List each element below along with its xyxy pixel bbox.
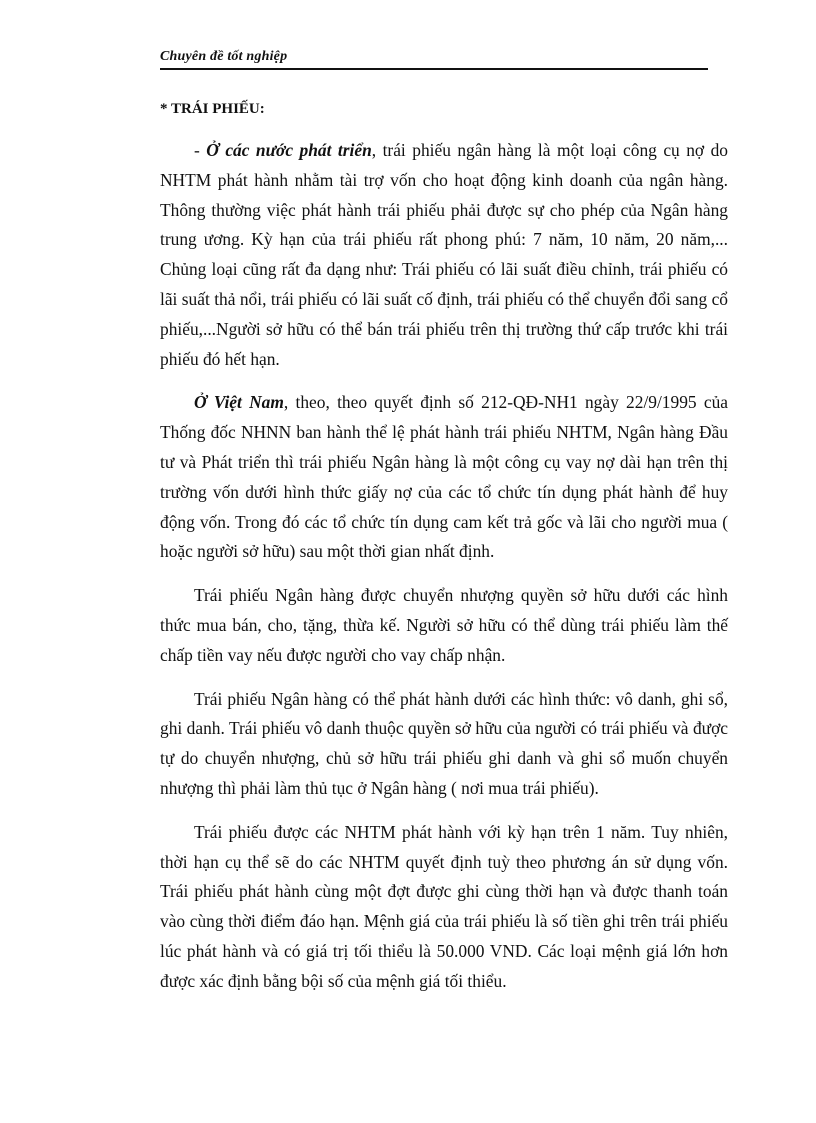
paragraph-vietnam (160, 388, 728, 567)
paragraph-developed-countries (160, 136, 728, 374)
paragraph-maturity: Trái phiếu được các NHTM phát hành với kỳ hạn trên 1 năm. Tuy nhiên, thời hạn cụ thể sẽ do các NHTM quyết định tuỳ theo phương án sử dụng vốn. Trái phiếu phát hành cùng một đợt được ghi cùng thời hạn và được thanh toán vào cùng thời điểm đáo hạn. Mệnh giá của trái phiếu là số tiền ghi trên trái phiếu lúc phát hành và có giá trị tối thiểu là 50.000 VND. Các loại mệnh giá lớn hơn được xác định bằng bội số của mệnh giá tối thiểu. (160, 821, 728, 991)
paragraph-transfer: Trái phiếu Ngân hàng được chuyển nhượng quyền sở hữu dưới các hình thức mua bán, cho, tặng, thừa kế. Người sở hữu có thể dùng trái phiếu làm thế chấp tiền vay nếu được người cho vay chấp nhận. (160, 585, 728, 665)
paragraph-forms: Trái phiếu Ngân hàng có thể phát hành dưới các hình thức: vô danh, ghi sổ, ghi danh. Trái phiếu vô danh thuộc quyền sở hữu của người có trái phiếu và được tự do chuyển nhượng, chủ sở hữu trái phiếu ghi danh và ghi sổ muốn chuyển nhượng thì phải làm thủ tục ở Ngân hàng ( nơi mua trái phiếu). (160, 688, 728, 798)
paragraph-lead: Ở các nước phát triển (206, 140, 372, 160)
paragraph-text: , trái phiếu ngân hàng là một loại công cụ nợ do NHTM phát hành nhằm tài trợ vốn cho hoạt động kinh doanh của ngân hàng. Thông thường việc phát hành trái phiếu phải được sự cho phép của Ngân hàng trung ương. Kỳ hạn của trái phiếu rất phong phú: 7 năm, 10 năm, 20 năm,... Chủng loại cũng rất đa dạng như: Trái phiếu có lãi suất điều chỉnh, trái phiếu có lãi suất thả nổi, trái phiếu có lãi suất cố định, trái phiếu có thể chuyển đổi sang cổ phiếu,...Người sở hữu có thể bán trái phiếu trên thị trường thứ cấp trước khi trái phiếu đó hết hạn. (160, 140, 729, 369)
page-header (160, 46, 708, 70)
document-body (160, 96, 728, 1011)
section-heading: * TRÁI PHIẾU: (160, 101, 265, 117)
paragraph-lead: Ở Việt Nam (194, 392, 284, 413)
paragraph-prefix: - (194, 140, 207, 160)
paragraph-text: , theo, theo quyết định số 212-QĐ-NH1 ngày 22/9/1995 của Thống đốc NHNN ban hành thể lệ phát hành trái phiếu NHTM, Ngân hàng Đầu tư và Phát triển thì trái phiếu Ngân hàng là một công cụ vay nợ dài hạn trên thị trường vốn dưới hình thức giấy nợ của các tổ chức tín dụng phát hành để huy động vốn. Trong đó các tổ chức tín dụng cam kết trả gốc và lãi cho người mua ( hoặc người sở hữu) sau một thời gian nhất định. (160, 392, 728, 562)
header-title: Chuyên đề tốt nghiệp (160, 49, 288, 64)
